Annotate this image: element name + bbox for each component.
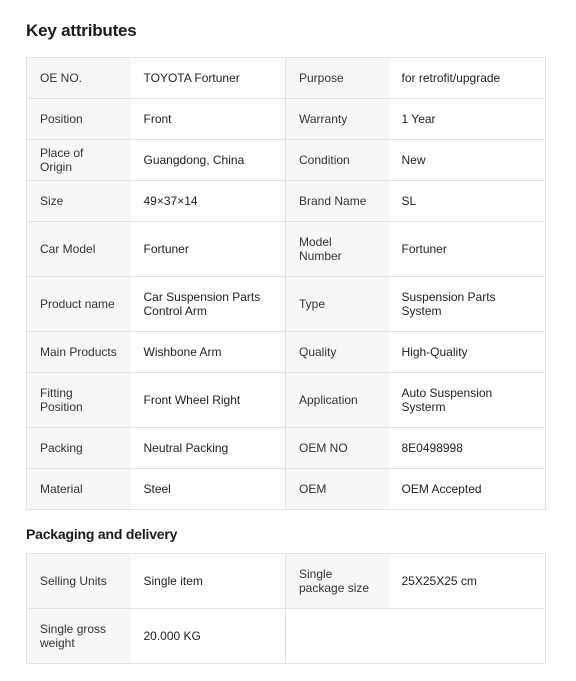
attribute-key: Fitting Position (27, 373, 131, 428)
attribute-key: Place of Origin (27, 140, 131, 181)
empty-cell (286, 609, 546, 664)
attribute-value: Auto Suspension Systerm (389, 373, 546, 428)
attribute-value: Single item (131, 554, 286, 609)
attribute-key: Selling Units (27, 554, 131, 609)
attribute-key: Size (27, 181, 131, 222)
attribute-row (27, 99, 546, 140)
attribute-key: Application (286, 373, 389, 428)
attribute-value: New (389, 140, 546, 181)
attribute-value: Car Suspension Parts Control Arm (131, 277, 286, 332)
attribute-row (27, 609, 546, 664)
attribute-row (27, 58, 546, 99)
attribute-row (27, 554, 546, 609)
attribute-row (27, 140, 546, 181)
attribute-row (27, 222, 546, 277)
attribute-value: Neutral Packing (131, 428, 286, 469)
attribute-value: SL (389, 181, 546, 222)
attribute-key: Purpose (286, 58, 389, 99)
attribute-row (27, 332, 546, 373)
attribute-row (27, 277, 546, 332)
attribute-value: 8E0498998 (389, 428, 546, 469)
attribute-key: Model Number (286, 222, 389, 277)
packaging-delivery-table (26, 553, 546, 664)
attribute-key: Product name (27, 277, 131, 332)
attribute-key: Car Model (27, 222, 131, 277)
attribute-row (27, 469, 546, 510)
attribute-key: Warranty (286, 99, 389, 140)
attribute-key: OEM (286, 469, 389, 510)
attribute-value: Front (131, 99, 286, 140)
attribute-key: Main Products (27, 332, 131, 373)
attribute-value: Fortuner (389, 222, 546, 277)
attribute-key: Single package size (286, 554, 389, 609)
key-attributes-title: Key attributes (26, 21, 137, 40)
attribute-key: Type (286, 277, 389, 332)
attribute-row (27, 428, 546, 469)
attribute-key: Material (27, 469, 131, 510)
key-attributes-table (26, 57, 546, 510)
attribute-key: Brand Name (286, 181, 389, 222)
attribute-value: for retrofit/upgrade (389, 58, 546, 99)
attribute-value: 1 Year (389, 99, 546, 140)
attribute-key: Quality (286, 332, 389, 373)
attribute-value: 20.000 KG (131, 609, 286, 664)
attribute-key: Position (27, 99, 131, 140)
attribute-value: High-Quality (389, 332, 546, 373)
attribute-row (27, 373, 546, 428)
packaging-delivery-title: Packaging and delivery (26, 526, 178, 542)
attribute-key: OE NO. (27, 58, 131, 99)
attribute-value: Wishbone Arm (131, 332, 286, 373)
attribute-row (27, 181, 546, 222)
attribute-value: OEM Accepted (389, 469, 546, 510)
attribute-value: Suspension Parts System (389, 277, 546, 332)
attribute-key: Packing (27, 428, 131, 469)
attribute-value: TOYOTA Fortuner (131, 58, 286, 99)
attribute-value: Steel (131, 469, 286, 510)
attribute-value: Fortuner (131, 222, 286, 277)
attribute-value: 49×37×14 (131, 181, 286, 222)
attribute-key: OEM NO (286, 428, 389, 469)
attribute-value: Guangdong, China (131, 140, 286, 181)
attribute-value: Front Wheel Right (131, 373, 286, 428)
attribute-value: 25X25X25 cm (389, 554, 546, 609)
attribute-key: Condition (286, 140, 389, 181)
attribute-key: Single gross weight (27, 609, 131, 664)
